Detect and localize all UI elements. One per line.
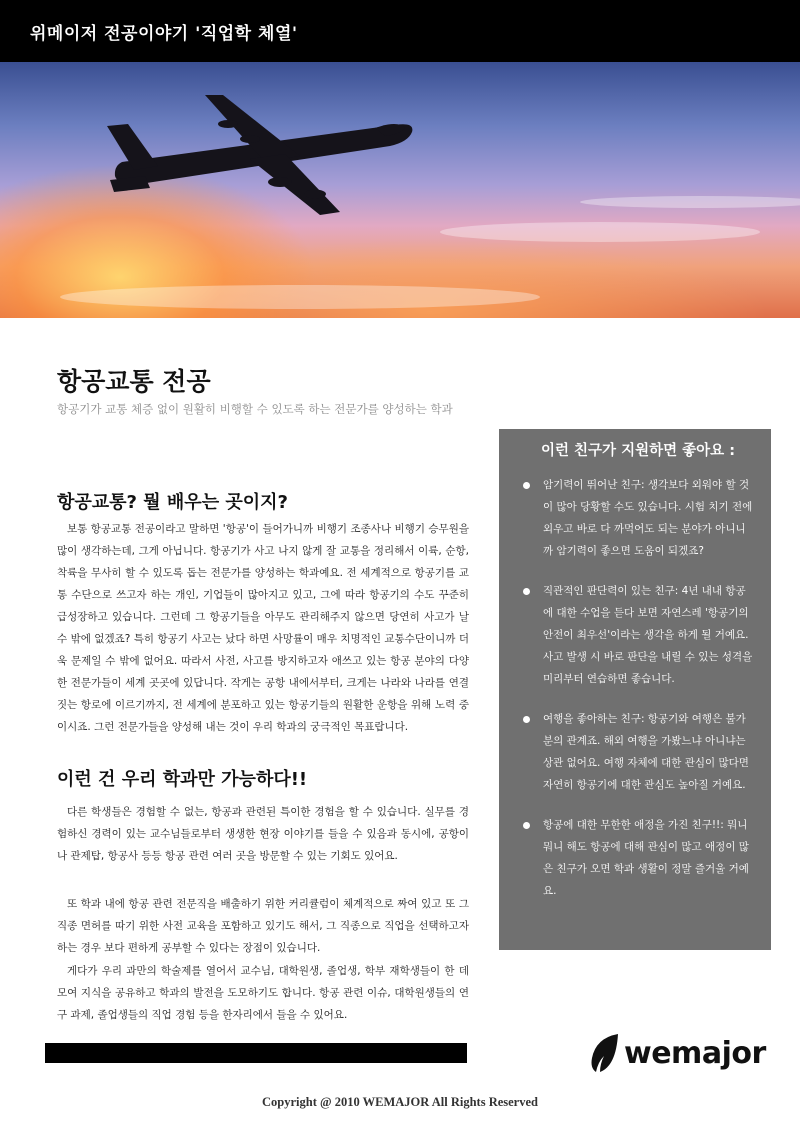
bullet-icon bbox=[523, 822, 530, 829]
section-heading-unique: 이런 건 우리 학과만 가능하다!! bbox=[57, 769, 308, 790]
bullet-icon bbox=[523, 482, 530, 489]
copyright-text: Copyright @ 2010 WEMAJOR All Rights Reserved bbox=[262, 1095, 538, 1109]
list-item: 암기력이 뛰어난 친구: 생각보다 외워야 할 것이 많아 당황할 수도 있습니다. 시험 치기 전에 외우고 바로 다 까먹어도 되는 분야가 아니니까 암기력이 좋으면 도움이 되겠죠? bbox=[523, 474, 753, 562]
header-bar bbox=[0, 0, 800, 62]
leaf-icon bbox=[588, 1032, 622, 1074]
hero-image bbox=[0, 62, 800, 318]
paragraph: 다른 학생들은 경험할 수 없는, 항공과 관련된 특이한 경험을 할 수 있습니다. 실무를 경험하신 경력이 있는 교수님들로부터 생생한 현장 이야기를 들을 수 있음과 동시에, 공항이나 관제탑, 항공사 등등 항공 관련 여러 곳을 방문할 수 있는 기회도 있어요. bbox=[57, 806, 469, 862]
bullet-icon bbox=[523, 716, 530, 723]
wemajor-logo bbox=[588, 1030, 768, 1076]
paragraph: 또 학과 내에 항공 관련 전문직을 배출하기 위한 커리큘럼이 체계적으로 짜여 있고 또 그 직종 면허를 따기 위한 사전 교육을 포함하고 있기도 해서, 그 직종으로 직업을 선택하고자 하는 경우 보다 편하게 공부할 수 있다는 장점이 있습니다. bbox=[57, 898, 469, 954]
header-title: 위메이저 전공이야기 '직업학 체열' bbox=[30, 23, 298, 44]
page-subtitle: 항공기가 교통 체증 없이 원활히 비행할 수 있도록 하는 전문가를 양성하는 학과 bbox=[57, 402, 453, 416]
bullet-icon bbox=[523, 588, 530, 595]
airplane-icon bbox=[0, 62, 800, 318]
paragraph: 보통 항공교통 전공이라고 말하면 '항공'이 들어가니까 비행기 조종사나 비행기 승무원을 많이 생각하는데, 그게 아닙니다. 항공기가 사고 나지 않게 잘 교통을 정리해서 이륙, 순항, 착륙을 무사히 할 수 있도록 돕는 전문가를 양성하는 학과예요. 전 세계적으로 항공기를 교통 수단으로 쓰고자 하는 개인, 기업들이 많아지고 있고, 그에 따라 항공기의 수도 꾸준히 급성장하고 있습니다. 그런데 그 항공기들을 아무도 관리해주지 않으면 당연히 사고가 날 수 밖에 없겠죠? 특히 항공기 사고는 났다 하면 사망률이 매우 치명적인 교통수단이니까 더욱 문제일 수 밖에 없어요. 따라서 사전, 사고를 방지하고자 애쓰고 있는 항공 분야의 다양한 전문가들이 세계 곳곳에 있답니다. 작게는 공항 내에서부터, 크게는 나라와 나라를 연결 짓는 항로에 이르기까지, 전 세계에 분포하고 있는 항공기들의 원활한 운항을 위해 노력 중이시죠. 그런 전문가들을 양성해 내는 것이 우리 학과의 궁극적인 목표랍니다. bbox=[57, 523, 469, 733]
list-item: 여행을 좋아하는 친구: 항공기와 여행은 불가분의 관계죠. 해외 여행을 가봤느냐 아니냐는 상관 없어요. 여행 자체에 대한 관심이 많다면 자연히 항공기에 대한 관심도 높아질 거예요. bbox=[523, 708, 753, 796]
paragraph: 게다가 우리 과만의 학술제를 열어서 교수님, 대학원생, 졸업생, 학부 재학생들이 한 데 모여 지식을 공유하고 학과의 발전을 도모하기도 합니다. 항공 관련 이슈, 대학원생들의 연구 과제, 졸업생들의 직업 경험 등을 한자리에서 들을 수 있어요. bbox=[57, 965, 469, 1021]
page-title: 항공교통 전공 bbox=[57, 367, 211, 396]
section-heading-what: 항공교통? 뭘 배우는 곳이지? bbox=[57, 492, 288, 513]
footer-bar bbox=[45, 1043, 467, 1063]
recommendation-box bbox=[499, 429, 771, 950]
list-item: 직관적인 판단력이 있는 친구: 4년 내내 항공에 대한 수업을 듣다 보면 자연스레 '항공기의 안전이 최우선'이라는 생각을 하게 될 거예요. 사고 발생 시 바로 판단을 내릴 수 있는 성격을 미리부터 연습하면 좋습니다. bbox=[523, 580, 753, 690]
logo-text: wemajor bbox=[624, 1035, 766, 1071]
recommendation-list bbox=[523, 474, 753, 902]
list-item: 항공에 대한 무한한 애정을 가진 친구!!: 뭐니 뭐니 해도 항공에 대해 관심이 많고 애정이 많은 친구가 오면 학과 생활이 정말 즐거울 거예요. bbox=[523, 814, 753, 902]
recommendation-title: 이런 친구가 지원하면 좋아요 : bbox=[540, 443, 736, 459]
